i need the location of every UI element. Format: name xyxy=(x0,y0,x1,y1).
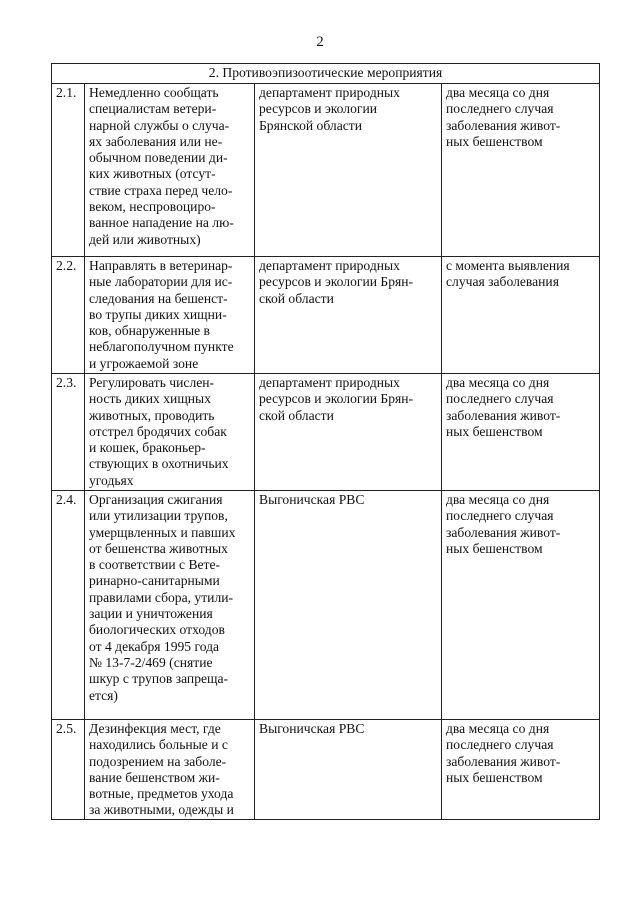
page-number: 2 xyxy=(316,34,324,50)
section-header-row xyxy=(52,64,600,84)
measure-cell xyxy=(85,720,255,820)
measure-cell xyxy=(85,374,255,491)
term-text: два месяца со дня последнего случая заболевания живот- ных бешенством xyxy=(446,492,561,556)
term-cell xyxy=(442,720,600,820)
responsible-cell xyxy=(255,374,442,491)
responsible-text: Выгоничская РВС xyxy=(259,721,365,736)
measure-text: Организация сжигания или утилизации трупов, умерщвленных и павших от бешенства животных в соответствии с Вете- ринарно-санитарными правилами сбора, утили- зации и уничтожения биологических отходов от 4 декабря 1995 года № 13-7-2/469 (снятие шкур с трупов запреща- ется) xyxy=(89,492,236,703)
term-cell xyxy=(442,491,600,720)
section-title: 2. Противоэпизоотические мероприятия xyxy=(52,64,600,84)
term-text: два месяца со дня последнего случая заболевания живот- ных бешенством xyxy=(446,721,561,785)
measure-cell xyxy=(85,491,255,720)
term-text: два месяца со дня последнего случая заболевания живот- ных бешенством xyxy=(446,375,561,439)
term-cell xyxy=(442,84,600,257)
row-number: 2.2. xyxy=(52,257,85,374)
table-row xyxy=(52,491,600,720)
responsible-text: департамент природных ресурсов и экологии Брян- ской области xyxy=(259,258,414,306)
table-row xyxy=(52,720,600,820)
responsible-text: департамент природных ресурсов и экологии Брян- ской области xyxy=(259,375,414,423)
table-row xyxy=(52,84,600,257)
term-cell xyxy=(442,257,600,374)
row-number: 2.4. xyxy=(52,491,85,720)
responsible-cell xyxy=(255,257,442,374)
row-number: 2.3. xyxy=(52,374,85,491)
responsible-cell xyxy=(255,84,442,257)
term-text: с момента выявления случая заболевания xyxy=(446,258,570,290)
table-row xyxy=(52,374,600,491)
measure-text: Дезинфекция мест, где находились больные и с подозрением на заболе- вание бешенством жи- вотные, предметов ухода за животными, одежды и xyxy=(89,721,234,818)
table-row xyxy=(52,257,600,374)
row-number: 2.1. xyxy=(52,84,85,257)
measure-text: Немедленно сообщать специалистам ветери- нарной службы о случа- ях заболевания или не- обычном поведении ди- ких животных (отсут- ствие страха перед чело- веком, неспровоциро- ванное нападение на лю- дей или животных) xyxy=(89,85,234,247)
measure-cell xyxy=(85,84,255,257)
measures-table xyxy=(51,63,600,820)
measure-cell xyxy=(85,257,255,374)
measure-text: Регулировать числен- ность диких хищных животных, проводить отстрел бродячих собак и кошек, браконьер- ствующих в охотничьих угодьях xyxy=(89,375,229,488)
row-number: 2.5. xyxy=(52,720,85,820)
responsible-cell xyxy=(255,720,442,820)
responsible-text: Выгоничская РВС xyxy=(259,492,365,507)
term-text: два месяца со дня последнего случая заболевания живот- ных бешенством xyxy=(446,85,561,149)
term-cell xyxy=(442,374,600,491)
responsible-cell xyxy=(255,491,442,720)
measure-text: Направлять в ветеринар- ные лаборатории для ис- следования на бешенст- во трупы диких хищни- ков, обнаруженные в неблагополучном пункте и угрожаемой зоне xyxy=(89,258,234,371)
responsible-text: департамент природных ресурсов и экологии Брянской области xyxy=(259,85,400,133)
